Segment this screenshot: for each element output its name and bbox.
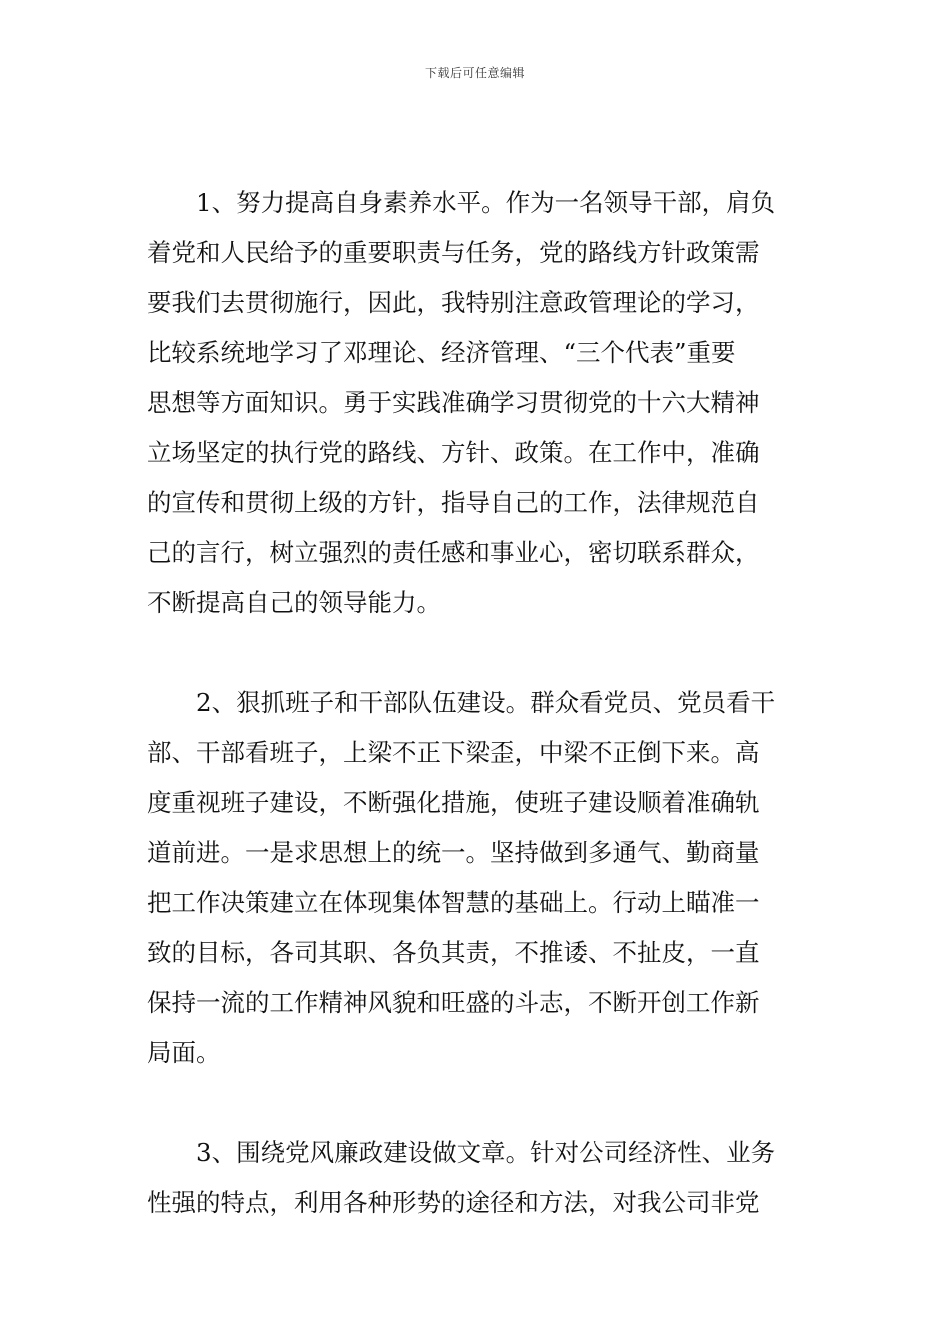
paragraph-line: 2、狠抓班子和干部队伍建设。群众看党员、党员看干 [196, 688, 776, 717]
paragraph-3 [147, 1128, 807, 1228]
paragraph-line: 要我们去贯彻施行，因此，我特别注意政管理论的学习， [147, 288, 760, 317]
paragraph-line: 道前进。一是求思想上的统一。坚持做到多通气、勤商量 [147, 838, 760, 867]
paragraph-1 [147, 178, 807, 628]
paragraph-line: 部、干部看班子，上梁不正下梁歪，中梁不正倒下来。高 [147, 738, 760, 767]
paragraph-line: 不断提高自己的领导能力。 [147, 588, 441, 617]
paragraph-line: 致的目标，各司其职、各负其责，不推诿、不扯皮，一直 [147, 938, 760, 967]
paragraph-line: 比较系统地学习了邓理论、经济管理、“三个代表”重要 [147, 338, 736, 367]
paragraph-line: 的宣传和贯彻上级的方针，指导自己的工作，法律规范自 [147, 488, 760, 517]
paragraph-line: 己的言行，树立强烈的责任感和事业心，密切联系群众， [147, 538, 760, 567]
paragraph-line: 1、努力提高自身素养水平。作为一名领导干部，肩负 [196, 188, 776, 217]
paragraph-line: 保持一流的工作精神风貌和旺盛的斗志，不断开创工作新 [147, 988, 760, 1017]
document-body [147, 178, 807, 1228]
paragraph-line: 着党和人民给予的重要职责与任务，党的路线方针政策需 [147, 238, 760, 267]
paragraph-line: 3、围绕党风廉政建设做文章。针对公司经济性、业务 [196, 1138, 776, 1167]
paragraph-line: 性强的特点，利用各种形势的途径和方法，对我公司非党 [147, 1188, 760, 1217]
paragraph-2 [147, 678, 807, 1078]
paragraph-line: 局面。 [147, 1038, 221, 1067]
paragraph-line: 把工作决策建立在体现集体智慧的基础上。行动上瞄准一 [147, 888, 760, 917]
paragraph-line: 思想等方面知识。勇于实践准确学习贯彻党的十六大精神 [147, 388, 760, 417]
page-header: 下载后可任意编辑 [424, 66, 525, 80]
paragraph-line: 度重视班子建设，不断强化措施，使班子建设顺着准确轨 [147, 788, 760, 817]
paragraph-line: 立场坚定的执行党的路线、方针、政策。在工作中，准确 [147, 438, 760, 467]
